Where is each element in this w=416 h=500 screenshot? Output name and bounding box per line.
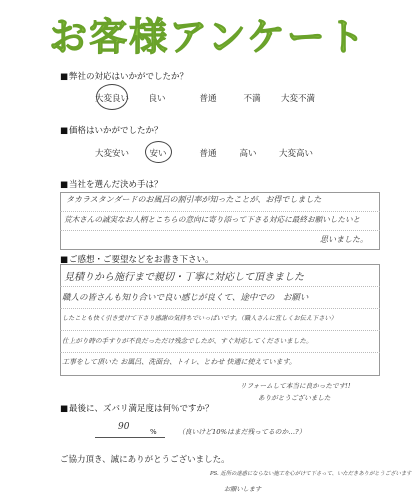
option-price-very-cheap[interactable]: 大変安い [94, 149, 130, 159]
answer-comments-line-5: 工事をして頂いた お風呂、洗面台、トイレ、とわせ 快適に使えています。 [62, 358, 296, 366]
ps-note-line-1: PS. 近所の迷惑にならない施工を心がけて下さって、いただきありがとうございます [210, 471, 412, 477]
answer-comments-line-1: 見積りから施行まで親切・丁寧に対応して頂きました [64, 272, 304, 283]
option-service-very-dissatisfied[interactable]: 大変不満 [280, 94, 316, 104]
satisfaction-note: （良いけど10%はまだ残ってるのか…?） [178, 428, 306, 436]
option-price-very-expensive[interactable]: 大変高い [278, 149, 314, 159]
answer-comments-line-3: したことも快く引き受けて下さり感謝の気持ちでいっぱいです。（職人さんに宜しくお伝え下さい） [62, 315, 337, 322]
option-service-normal[interactable]: 普通 [199, 94, 217, 104]
ps-note-line-2: お願いします [224, 486, 262, 493]
question-satisfaction: ■ 最後に、ズバリ満足度は何％ですか？ [60, 402, 214, 414]
option-price-normal[interactable]: 普通 [199, 149, 217, 159]
answer-comments-line-2: 職人の皆さんも知り合いで良い感じが良くて、途中での お願い [62, 293, 309, 303]
answer-reason-line-2: 荒木さんの誠実なお人柄とこちらの意向に寄り添って下さる対応に最終お願いしたいと [64, 215, 361, 224]
question-comments: ■ ご感想・ご要望などをお書き下さい。 [60, 253, 214, 265]
option-service-very-good[interactable]: 大変良い [94, 94, 130, 104]
options-service [0, 92, 416, 106]
options-price [0, 147, 416, 161]
page-title: お客様アンケート [49, 15, 367, 59]
answer-comments-line-4: 仕上がり時の手すりが不良だっただけ残念でしたが、すぐ対応してくださいました。 [62, 337, 313, 345]
question-reason: ■ 当社を選んだ決め手は？ [60, 178, 163, 190]
option-price-cheap[interactable]: 安い [149, 149, 167, 159]
question-service: ■ 弊社の対応はいかがでしたか？ [60, 70, 188, 82]
selected-mark-service [96, 84, 128, 110]
answer-reason-line-3: 思いました。 [320, 235, 368, 244]
answer-reason-line-1: タカラスタンダードのお風呂の割引率が知ったことが、お得でしました [66, 195, 322, 204]
satisfaction-value: 90 [118, 422, 130, 432]
satisfaction-unit: % [150, 428, 157, 436]
footer-thanks: ご協力頂き、誠にありがとうございました。 [60, 455, 230, 465]
question-price: ■ 価格はいかがでしたか？ [60, 124, 163, 136]
selected-mark-price [145, 141, 172, 163]
option-service-dissatisfied[interactable]: 不満 [243, 94, 261, 104]
answer-comments-side-note-2: ありがとうございました [258, 394, 331, 402]
option-service-good[interactable]: 良い [148, 94, 166, 104]
option-price-expensive[interactable]: 高い [239, 149, 257, 159]
answer-comments-side-note-1: リフォームして本当に良かったです!! [240, 382, 351, 390]
